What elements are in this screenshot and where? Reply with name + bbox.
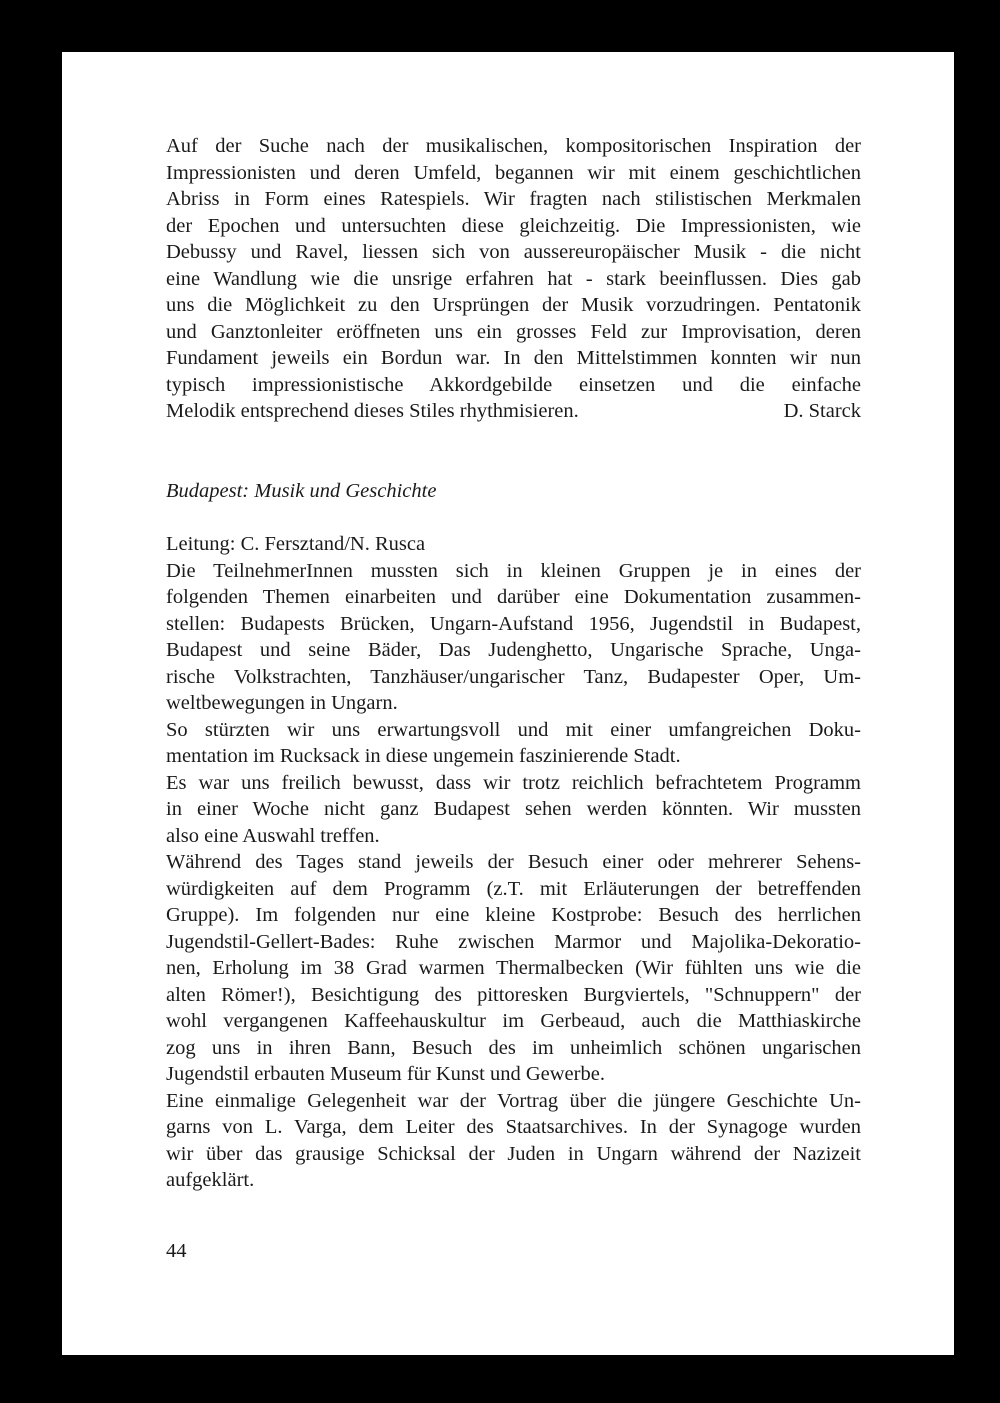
- paragraph-selection: [166, 770, 861, 850]
- text-line: Budapest und seine Bäder, Das Judenghetto, Ungarische Sprache, Unga-: [166, 639, 861, 661]
- text-line: alten Römer!), Besichtigung des pittoresken Burgviertels, "Schnuppern" der: [166, 983, 861, 1006]
- text-line: uns die Möglichkeit zu den Ursprüngen der Musik vorzudringen. Pentatonik: [166, 294, 861, 316]
- text-line: in einer Woche nicht ganz Budapest sehen werden könnten. Wir mussten: [166, 798, 861, 820]
- text-line: typisch impressionistische Akkordgebilde einsetzen und die einfache: [166, 373, 861, 396]
- text-line: nen, Erholung im 38 Grad warmen Thermalbecken (Wir fühlten uns wie die: [166, 957, 861, 979]
- text-line: weltbewegungen in Ungarn.: [166, 692, 398, 714]
- page-number: 44: [166, 1240, 187, 1262]
- text-line: also eine Auswahl treffen.: [166, 824, 380, 847]
- text-line: der Epochen und untersuchten diese gleichzeitig. Die Impressionisten, wie: [166, 214, 861, 237]
- text-line: Eine einmalige Gelegenheit war der Vortrag über die jüngere Geschichte Un-: [166, 1089, 861, 1112]
- text-line: stellen: Budapests Brücken, Ungarn-Aufstand 1956, Jugendstil in Budapest,: [166, 612, 861, 635]
- text-line: rische Volkstrachten, Tanzhäuser/ungarischer Tanz, Budapester Oper, Um-: [166, 665, 861, 688]
- document-page: [62, 52, 954, 1355]
- text-line: Während des Tages stand jeweils der Besuch einer oder mehrerer Sehens-: [166, 851, 861, 873]
- text-line: wohl vergangenen Kaffeehauskultur im Gerbeaud, auch die Matthiaskirche: [166, 1010, 861, 1032]
- text-line: eine Wandlung wie die unsrige erfahren hat - stark beeinflussen. Dies gab: [166, 267, 861, 290]
- paragraph-arrival: [166, 717, 861, 770]
- text-line: Debussy und Ravel, liessen sich von aussereuropäischer Musik - die nicht: [166, 241, 861, 263]
- text-line: mentation im Rucksack in diese ungemein faszinierende Stadt.: [166, 745, 681, 767]
- text-line: Die TeilnehmerInnen mussten sich in kleinen Gruppen je in eines der: [166, 559, 861, 582]
- section-heading: Budapest: Musik und Geschichte: [166, 479, 437, 502]
- text-line: Auf der Suche nach der musikalischen, kompositorischen Inspiration der: [166, 135, 861, 157]
- text-line: Es war uns freilich bewusst, dass wir trotz reichlich befrachtetem Programm: [166, 771, 861, 794]
- text-line: So stürzten wir uns erwartungsvoll und mit einer umfangreichen Doku-: [166, 718, 861, 741]
- text-line: Gruppe). Im folgenden nur eine kleine Kostprobe: Besuch des herrlichen: [166, 904, 861, 926]
- page-content: [166, 133, 861, 1194]
- paragraph-themes: [166, 558, 861, 717]
- text-line: Abriss in Form eines Ratespiels. Wir fragten nach stilistischen Merkmalen: [166, 188, 861, 210]
- text-line: würdigkeiten auf dem Programm (z.T. mit Erläuterungen der betreffenden: [166, 877, 861, 900]
- paragraph-impressionism: [166, 133, 861, 425]
- text-line: garns von L. Varga, dem Leiter des Staatsarchives. In der Synagoge wurden: [166, 1116, 861, 1138]
- text-line: Jugendstil-Gellert-Bades: Ruhe zwischen Marmor und Majolika-Dekoratio-: [166, 930, 861, 953]
- author-signature: D. Starck: [783, 400, 861, 422]
- text-line: wir über das grausige Schicksal der Juden in Ungarn während der Nazizeit: [166, 1142, 861, 1165]
- text-line: Jugendstil erbauten Museum für Kunst und Gewerbe.: [166, 1063, 605, 1085]
- text-line: folgenden Themen einarbeiten und darüber eine Dokumentation zusammen-: [166, 586, 861, 608]
- course-leaders: Leitung: C. Fersztand/N. Rusca: [166, 533, 426, 555]
- paragraph-lecture: [166, 1088, 861, 1194]
- text-line: zog uns in ihren Bann, Besuch des im unheimlich schönen ungarischen: [166, 1036, 861, 1059]
- text-line: Impressionisten und deren Umfeld, begannen wir mit einem geschichtlichen: [166, 161, 861, 184]
- text-line: Fundament jeweils ein Bordun war. In den Mittelstimmen konnten wir nun: [166, 347, 861, 369]
- text-line: und Ganztonleiter eröffneten uns ein grosses Feld zur Improvisation, deren: [166, 320, 861, 343]
- text-line: aufgeklärt.: [166, 1169, 255, 1191]
- signature-line: [166, 398, 861, 425]
- paragraph-sights: [166, 849, 861, 1088]
- text-line: Melodik entsprechend dieses Stiles rhythmisieren.: [166, 400, 579, 422]
